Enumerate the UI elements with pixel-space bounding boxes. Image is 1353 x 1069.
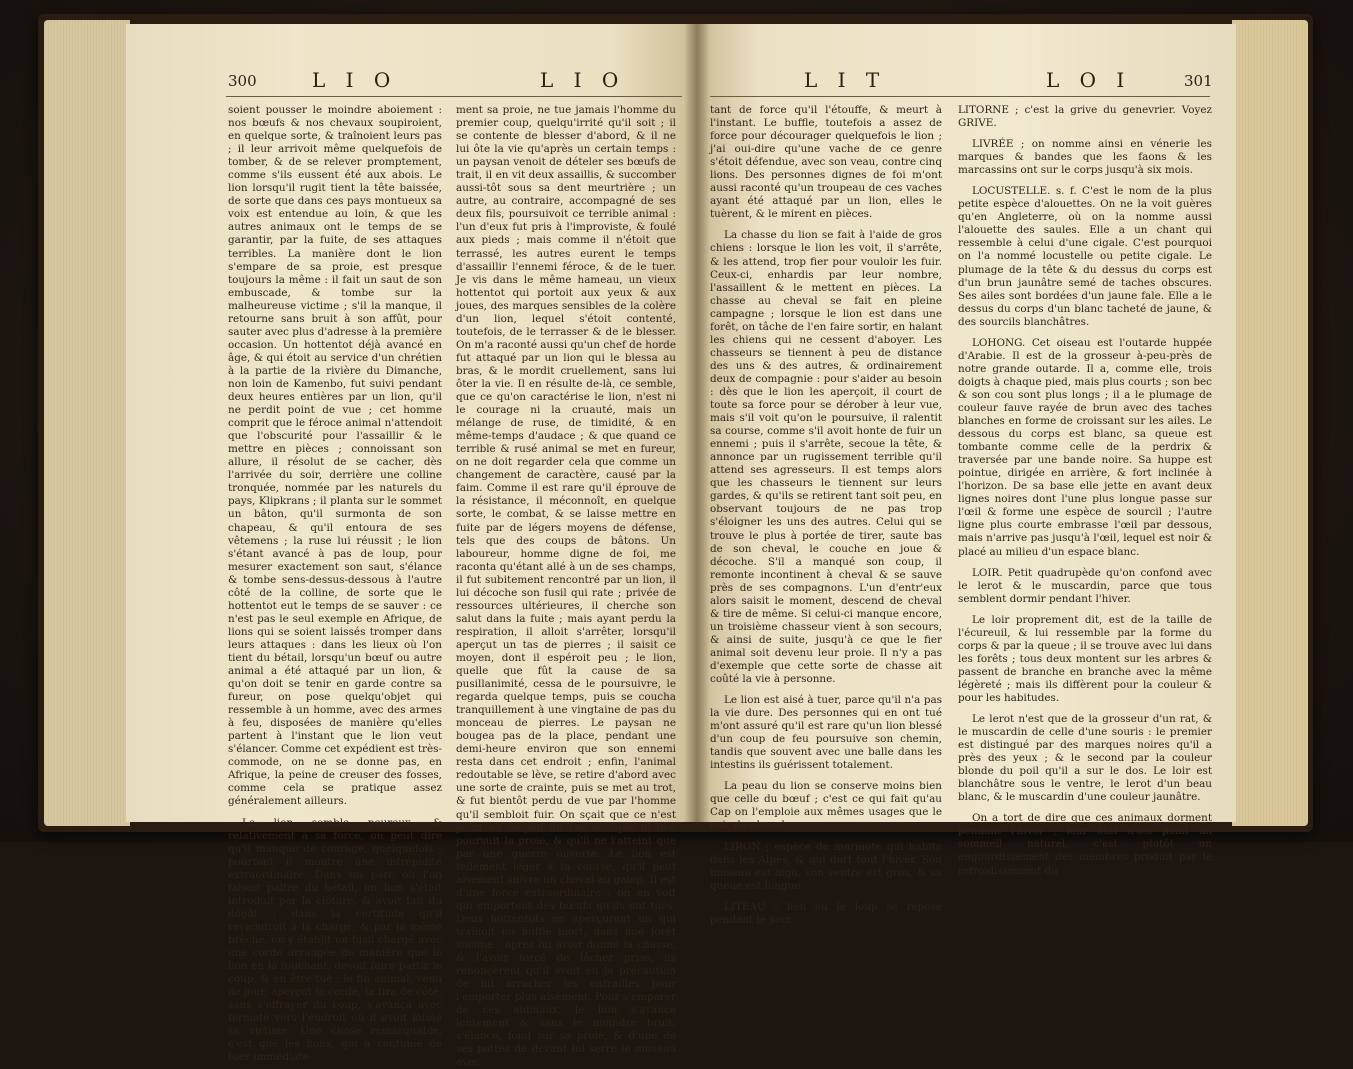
- running-head-right-col2: L O I: [1046, 68, 1132, 92]
- paragraph: Le lerot n'est que de la grosseur d'un rat, & le muscardin de celle d'une souris : le premier est distingué par des marques noires qu'il a près des yeux ; & le second par la couleur blonde du poil qu'il a sur le dos. Le loir est blanchâtre sous le ventre, le lerot d'un beau blanc, & le muscardin d'une couleur jaunâtre.: [958, 713, 1212, 804]
- right-page: [696, 24, 1236, 926]
- paragraph: LIVRÉE ; on nomme ainsi en vénerie les marques & bandes que les faons & les marcassins ont sur le corps jusqu'à six mois.: [958, 138, 1212, 177]
- paragraph: LITEAU ; lieu où le loup se repose pendant le jour.: [710, 900, 942, 926]
- paragraph: LOCUSTELLE. s. f. C'est le nom de la plus petite espèce d'alouettes. On ne la voit guères qu'en Angleterre, où on la nomme aussi l'alouette des saules. Elle a un chant qui ressemble à celui d'une cigale. C'est pourquoi on l'a nommé locustelle ou petite cigale. Le plumage de la tête & du dessus du corps est d'un brun jaunâtre semé de taches obscures. Ses ailes sont bordées d'un jaune fale. Elle a le dessus du corps d'un blanc tacheté de jaune, & des sourcils blanchâtres.: [958, 185, 1212, 328]
- paragraph: Le loir proprement dit, est de la taille de l'écureuil, & lui ressemble par la forme du corps & par la queue ; il se trouve avec lui dans les forêts ; tous deux montent sur les arbres & passent de branche en branche avec la même légèreté ; mais ils diffèrent pour la couleur & pour les habitudes.: [958, 613, 1212, 704]
- left-column-2: [456, 104, 676, 1069]
- page-edges-right: [1232, 20, 1308, 826]
- paragraph: Le lion semble peureux, & relativement à sa force, on peut dire qu'il manque de courage, quelquefois ; pourtant il montre une intrépidité extraordinaire. Dans un parc où l'on faisoit paître du bétail, un lion s'étoit introduit par la clôture, & avoit fait du dégât ; dans la certitude qu'il reviendroit à la charge, & par la même brèche, on y établit un fusil chargé avec une corde arrangée de manière que le lion en la touchant, devoit faire partir le coup, & en être tué ; le fin animal, venu de jour, aperçut la corde, la tira de côté, sans s'effrayer du coup, s'avança avec fermeté vers l'endroit où il avoit laissé sa victime. Une chose remarquable, c'est que les lions, qui a coutume de tuer immédiate-: [228, 816, 442, 1064]
- running-head-left-col1: L I O: [312, 68, 398, 92]
- header-rule-left: [226, 96, 682, 97]
- right-column-1: [710, 104, 942, 926]
- left-page: [126, 24, 696, 1069]
- page-edges-left: [44, 20, 130, 826]
- running-head-right-col1: L I T: [804, 68, 887, 92]
- left-column-1: [228, 104, 442, 1064]
- paragraph: LOIR. Petit quadrupède qu'on confond avec le lerot & le muscardin, parce que tous semblent dormir pendant l'hiver.: [958, 566, 1212, 605]
- running-head-left-col2: L I O: [540, 68, 626, 92]
- paragraph: LITORNE ; c'est la grive du genevrier. Voyez GRIVE.: [958, 104, 1212, 130]
- page-number-left: 300: [228, 72, 257, 90]
- paragraph: soient pousser le moindre aboiement : nos bœufs & nos chevaux soupiroient, en quelque sorte, & traînoient leurs pas ; il leur arrivoit même quelquefois de tomber, & de se relever promptement, comme s'ils eussent été aux abois. Le lion lorsqu'il rugit tient la tête baissée, de sorte que dans ces pays montueux sa voix est entendue au loin, & que les autres animaux ont le temps de se garantir, par la fuite, de ses attaques terribles. La manière dont le lion s'empare de sa proie, est presque toujours la même : il fait un saut de son embuscade, & tombe sur la malheureuse victime ; s'il la manque, il retourne sans bruit à son affût, pour sauter avec plus d'adresse à la première occasion. Un hottentot déjà avancé en âge, & qui étoit au service d'un chrétien à la partie de la rivière du Dimanche, non loin de Kamenbo, fut suivi pendant deux heures entières par un lion, qu'il ne perdit point de vue ; cet homme comprit que le féroce animal n'attendoit que l'obscurité pour l'assaillir & le mettre en pièces ; connoissant son allure, il résolut de se cacher, dès l'arrivée du soir, derrière une colline tronquée, nommée par les naturels du pays, Klipkrans ; il planta sur le sommet un bâton, qu'il surmonta de son chapeau, & qu'il entoura de ses vêtemens ; la ruse lui réussit ; le lion s'étant avancé à pas de loup, pour mesurer exactement son saut, s'élance & tombe sens-dessus-dessous à l'autre côté de la colline, de sorte que le hottentot eut le temps de se sauver : ce n'est pas le seul exemple en Afrique, de lions qui se soient laissés tromper dans leurs attaques : dans les lieux où l'on tient du bétail, lorsqu'un bœuf ou autre animal a été attaqué par un lion, & qu'on doit se tenir en garde contre sa fureur, on pose quelqu'objet qui ressemble à un homme, avec des armes à feu, disposées de manière qu'elles partent à l'instant que le lion veut s'élancer. Comme cet expédient est très-commode, on ne se donne pas, en Afrique, la peine de creuser des fosses, comme cela se pratique assez généralement ailleurs.: [228, 104, 442, 808]
- paragraph: LOHONG. Cet oiseau est l'outarde huppée d'Arabie. Il est de la grosseur à-peu-près de notre grande outarde. Il a, comme elle, trois doigts à chaque pied, mais plus courts ; son bec & son cou sont plus longs ; il a le plumage de couleur fauve rayée de brun avec des taches blanches en forme de croissant sur les ailes. Le dessous du corps est blanc, sa queue est tombante comme celle de la perdrix & traversée par une bande noire. Sa huppe est pointue, dirigée en arrière, & fort inclinée à l'horizon. De sa base elle jette en avant deux lignes noires dont l'une plus longue passe sur l'œil & forme une espèce de sourcil ; l'autre ligne plus courte embrasse l'œil par dessous, mais n'arrive pas jusqu'à l'œil, lequel est noir & placé au milieu d'un espace blanc.: [958, 336, 1212, 558]
- book-gutter: [684, 24, 710, 822]
- paragraph: La chasse du lion se fait à l'aide de gros chiens : lorsque le lion les voit, il s'arrête, & les attend, trop fier pour vouloir les fuir. Ceux-ci, enhardis par leur nombre, l'assaillent & le mettent en pièces. La chasse au cheval se fait en pleine campagne ; lorsque le lion est dans une forêt, on tâche de l'en faire sortir, en halant les chiens qui ne cessent d'aboyer. Les chasseurs se tiennent à peu de distance des uns & des autres, & ordinairement deux de compagnie : pour s'aider au besoin : dès que le lion les aperçoit, il court de toute sa force pour se dérober à leur vue, mais s'il voit qu'on le poursuive, il ralentit sa course, comme s'il avoit honte de fuir un ennemi ; puis il s'arrête, secoue la tête, & annonce par un rugissement terrible qu'il attend ses agresseurs. Il est temps alors que les chasseurs le tiennent sur leurs gardes, & qu'ils se retirent tant soit peu, en observant toujours de ne pas trop s'éloigner les uns des autres. Celui qui se trouve le plus à portée de tirer, saute bas de son cheval, le couche en joue & décoche. S'il a manqué son coup, il remonte incontinent à cheval & se sauve près de ses compagnons. L'un d'entr'eux alors saisit le moment, descend de cheval & tire de même. Si celui-ci manque encore, un troisième chasseur vient à son secours, & ainsi de suite, jusqu'à ce que le fier animal soit devenu leur proie. Il n'y a pas d'exemple que cette sorte de chasse ait coûté la vie à personne.: [710, 229, 942, 686]
- paragraph: LIRON ; espèce de marmote qui habite dans les Alpes, & qui dort tout l'hiver. Son museau est aigu, son ventre est gros, & sa queue est longue.: [710, 840, 942, 892]
- right-column-2: [958, 104, 1212, 877]
- header-rule-right: [710, 96, 1210, 97]
- paragraph: ment sa proie, ne tue jamais l'homme du premier coup, quelqu'irrité qu'il soit ; il se contente de blesser d'abord, & il ne lui ôte la vie qu'après un certain temps : un paysan venoit de dételer ses bœufs de trait, il en vit deux assaillis, & succomber aussi-tôt sous sa dent meurtrière ; un autre, au contraire, accompagné de ses deux fils, poursuivoit ce terrible animal : l'un d'eux fut pris à l'improviste, & foulé aux pieds ; mais comme il n'étoit que terrassé, les autres eurent le temps d'assaillir l'ennemi féroce, & de le tuer. Je vis dans le même hameau, un vieux hottentot qui portoit aux yeux & aux joues, des marques sensibles de la colère d'un lion, lequel s'étoit contenté, toutefois, de le terrasser & de le blesser. On m'a raconté aussi qu'un chef de horde fut attaqué par un lion qui le blessa au bras, & le mordit cruellement, sans lui ôter la vie. Il en résulte de-là, ce semble, que ce qu'on caractérise le lion, n'est ni le courage ni la cruauté, mais un mélange de ruse, de timidité, & en même-temps d'audace ; & que quand ce terrible & rusé animal se met en fureur, on ne doit regarder cela que comme un changement de caractère, causé par la faim. Comme il est rare qu'il éprouve de la résistance, il méconnoît, en quelque sorte, le combat, & se laisse mettre en fuite par de légers moyens de défense, tels que des coups de bâtons. Un laboureur, homme digne de foi, me raconta qu'étant allé à un de ses champs, il fut subitement rencontré par un lion, il lui décoche son fusil qui rate ; privée de ressources ultérieures, il cherche son salut dans la fuite ; mais ayant perdu la respiration, il alloit s'arrêter, lorsqu'il aperçut un tas de pierres ; il saisit ce moyen, dont il espéroit peu ; le lion, quelle que fût la cause de sa pusillanimité, cessa de le poursuivre, le regarda quelque temps, puis se coucha tranquillement à une vingtaine de pas du monceau de pierres. Le paysan ne bougea pas de la place, pendant une demi-heure environ que son ennemi resta dans cet endroit ; enfin, l'animal redoutable se lève, se retire d'abord avec une sorte de crainte, puis se met au trot, & fut bientôt perdu de vue par l'homme qu'il sembloit fuir. On sçait que ce n'est point au moyen de l'odorat que le lion poursuit la proie, & qu'il ne l'atteint que par une guerre ouverte. Le lion est tellement léger à la course, qu'il peut aisément suivre un cheval au galop. Il est d'une force extraordinaire : on en voit qui emportent des bœufs qu'ils ont tués. Deux hottentots en aperçurent un qui traînoit un buffle mort, dans une forêt voisine : après lui avoir donné la chasse, & l'avoir forcé de lâcher prise, ils renonçèrent qu'il avoit eu la précaution de lui arracher les entrailles pour l'emporter plus aisément. Pour s'emparer de ces animaux, le lion s'avance lentement & sans le moindre bruit, s'élance, fond sur sa proie, & d'une de ses pattes de devant lui serre le museau avec: [456, 104, 676, 1069]
- paragraph: tant de force qu'il l'étouffe, & meurt à l'instant. Le buffle, toutefois a assez de force pour décourager quelquefois le lion ; j'ai oui-dire qu'une vache de ce genre s'étoit défendue, avec son veau, contre cinq lions. Des personnes dignes de foi m'ont aussi raconté qu'un troupeau de ces vaches ayant été attaqué par un lion, elles le tuèrent, & le mirent en pièces.: [710, 104, 942, 221]
- paragraph: La peau du lion se conserve moins bien que celle du bœuf ; c'est ce qui fait qu'au Cap on l'emploie aux mêmes usages que le cuir du cheval.: [710, 780, 942, 832]
- paragraph: On a tort de dire que ces animaux dorment pendant l'hiver ; leur état n'est point un sommeil naturel, c'est plutôt un engourdissement des membres produit par le refroidissement du: [958, 812, 1212, 877]
- paragraph: Le lion est aisé à tuer, parce qu'il n'a pas la vie dure. Des personnes qui en ont tué m'ont assuré qu'il est rare qu'un lion blessé d'un coup de feu poursuive son chemin, tandis que souvent avec une balle dans les intestins ils guérissent totalement.: [710, 694, 942, 772]
- page-number-right: 301: [1184, 72, 1213, 90]
